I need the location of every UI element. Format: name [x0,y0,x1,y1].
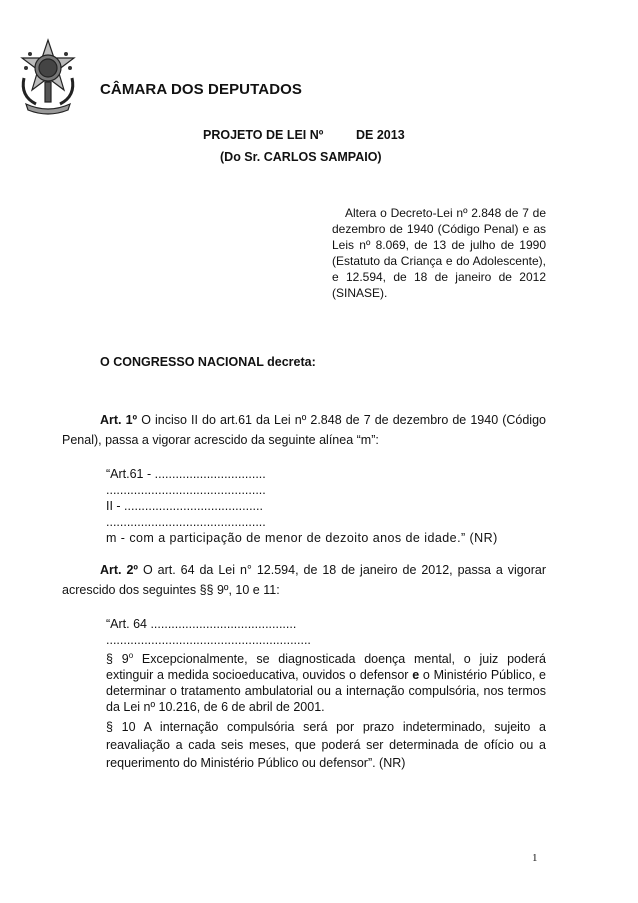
quote-line-alinea-m: m - com a participação de menor de dezoito anos de idade.” (NR) [106,531,498,545]
article-1 [62,410,546,450]
article-2 [62,560,546,600]
article-1-quote [106,466,546,546]
enacting-clause: O CONGRESSO NACIONAL decreta: [100,355,316,369]
paragraph-9-ordinal: o [128,651,134,660]
article-1-label: Art. 1º [100,413,138,427]
bill-number-label: PROJETO DE LEI Nº [203,128,324,142]
article-2-quote [106,616,546,715]
quote-line: II - ........................................ [106,499,263,513]
bill-author: (Do Sr. CARLOS SAMPAIO) [220,150,382,164]
page-number: 1 [532,852,538,864]
bill-year: DE 2013 [356,128,405,142]
article-2-label: Art. 2º [100,563,138,577]
quote-line: “Art.61 - ................................ [106,467,266,481]
paragraph-9-lead: § 9 [106,652,129,667]
paragraph-9 [106,648,546,715]
chamber-name: CÂMARA DOS DEPUTADOS [100,81,303,98]
article-1-text: O inciso II do art.61 da Lei nº 2.848 de 7 de dezembro de 1940 (Código Penal), passa a vigorar acrescido da seguinte alínea “m”: [62,413,546,447]
paragraph-9-text-a: Excepcionalmente, se diagnosticada doença mental, o juiz poderá extinguir a medida socioeducativa, ouvidos o defensor [106,652,546,683]
bill-summary: Altera o Decreto-Lei nº 2.848 de 7 de dezembro de 1940 (Código Penal) e as Leis nº 8.069, de 13 de julho de 1990 (Estatuto da Criança e do Adolescente), e 12.594, de 18 de janeiro de 2012 (SINASE). [332,206,546,300]
quote-line: .............................................. [106,515,266,529]
article-2-text: O art. 64 da Lei n° 12.594, de 18 de janeiro de 2012, passa a vigorar acrescido dos seguintes §§ 9º, 10 e 11: [62,563,546,597]
coat-of-arms-seal [16,38,80,116]
quote-line: “Art. 64 .......................................... [106,617,297,631]
paragraph-9-text-b: o Ministério Público, e determinar o tratamento ambulatorial ou a internação compulsória, nos termos da Lei nº 10.216, de 6 de abril de 2001. [106,668,546,715]
paragraph-9-bold: e [412,668,420,683]
paragraph-10: § 10 A internação compulsória será por prazo indeterminado, sujeito a reavaliação a cada seis meses, que poderá ser determinada de ofício ou a requerimento do Ministério Público ou defensor”. (NR) [106,720,546,770]
quote-line: ........................................................... [106,633,311,647]
quote-line: .............................................. [106,483,266,497]
